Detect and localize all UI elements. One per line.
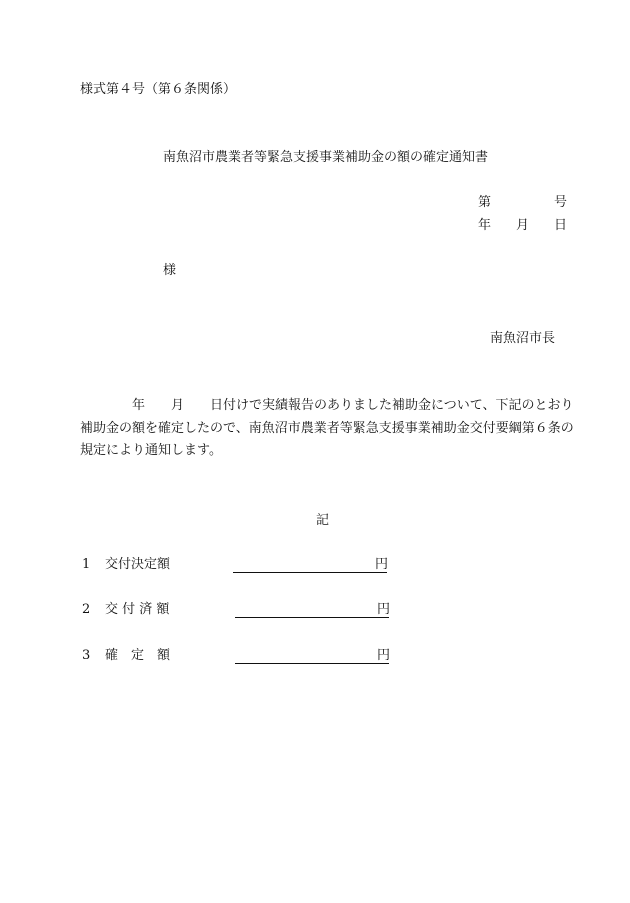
item-label: 確 定 額 bbox=[105, 648, 171, 663]
body-text: 日付けで実績報告のありました補助金について、下記のとおり補助金の額を確定したので、南魚沼市農業者等緊急支援事業補助金交付要綱第６条の規定により通知します。 bbox=[80, 398, 574, 458]
item-number: 3 bbox=[82, 648, 91, 663]
ref-number-prefix: 第 bbox=[478, 195, 492, 210]
body-year-label: 年 bbox=[132, 398, 146, 413]
amount-blank bbox=[235, 649, 389, 664]
notice-body bbox=[80, 395, 577, 463]
date-year-label: 年 bbox=[478, 218, 492, 233]
document-title: 南魚沼市農業者等緊急支援事業補助金の額の確定通知書 bbox=[163, 150, 489, 165]
item-unit: 円 bbox=[377, 602, 391, 617]
addressee-suffix: 様 bbox=[163, 263, 177, 278]
item-number: 1 bbox=[82, 557, 91, 572]
item-number: 2 bbox=[82, 602, 91, 617]
item-unit: 円 bbox=[377, 648, 391, 663]
item-label: 交 付 済 額 bbox=[105, 602, 170, 617]
item-label: 交付決定額 bbox=[105, 557, 171, 572]
item-unit: 円 bbox=[375, 557, 389, 572]
date-month-label: 月 bbox=[516, 218, 530, 233]
form-label: 様式第４号（第６条関係） bbox=[80, 82, 237, 97]
date-day-label: 日 bbox=[554, 218, 568, 233]
ki-heading: 記 bbox=[316, 513, 330, 528]
ref-number-suffix: 号 bbox=[554, 195, 568, 210]
amount-blank bbox=[233, 558, 387, 573]
issuer: 南魚沼市長 bbox=[490, 331, 556, 346]
body-month-label: 月 bbox=[171, 398, 185, 413]
amount-blank bbox=[235, 603, 389, 618]
